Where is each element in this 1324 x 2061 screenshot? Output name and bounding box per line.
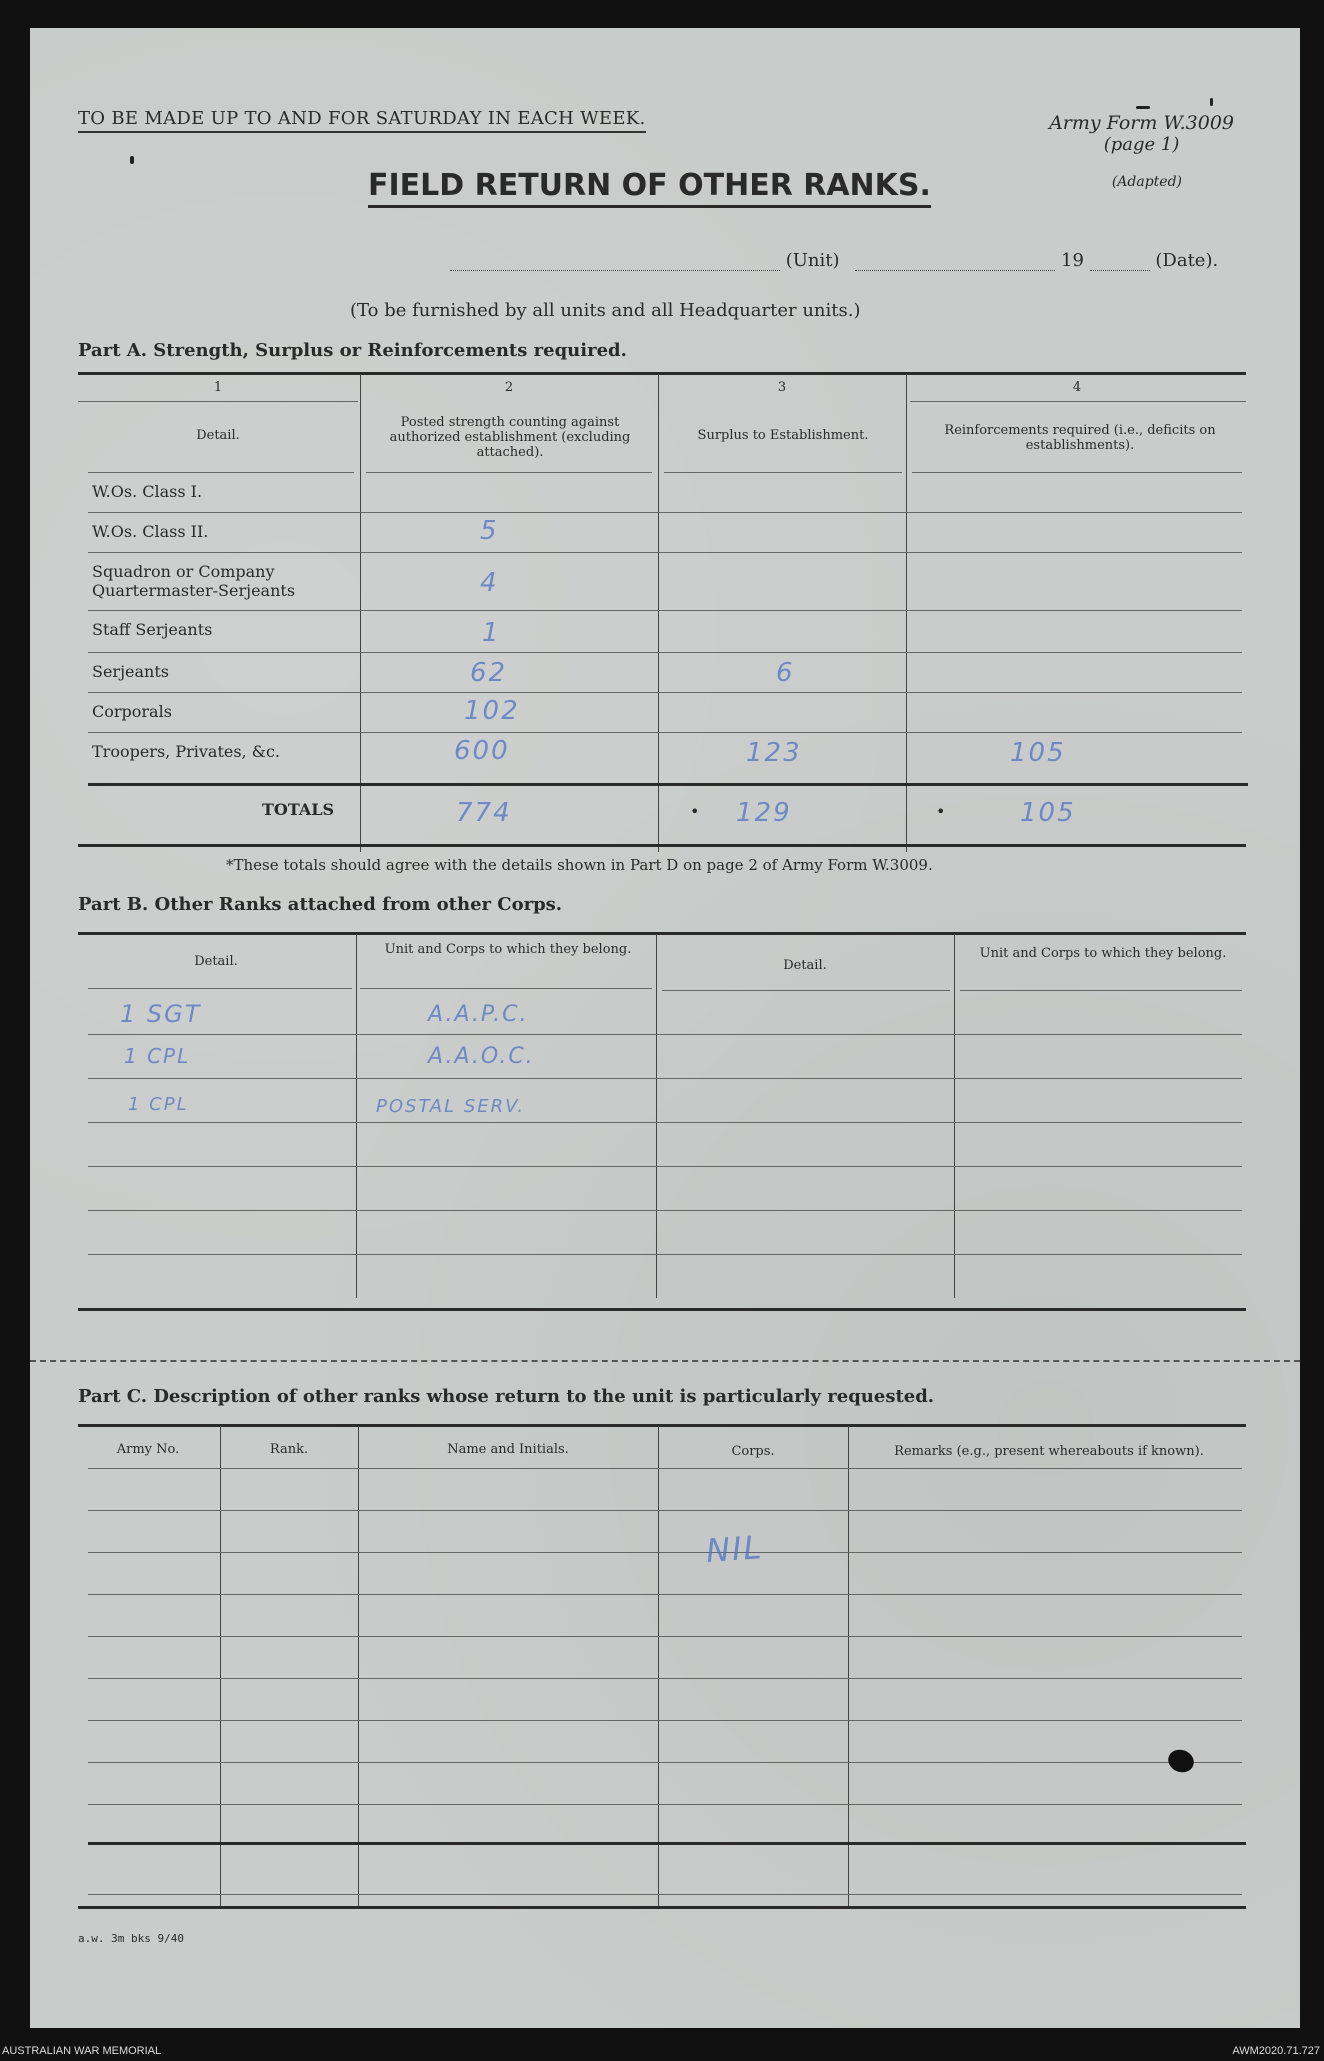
totals-footnote: *These totals should agree with the details shown in Part D on page 2 of Army Form W.3009. <box>226 856 933 874</box>
form-paper <box>30 28 1300 2028</box>
col-header-surplus: Surplus to Establishment. <box>697 428 869 443</box>
punched-hole <box>1165 1746 1197 1776</box>
rule <box>88 472 354 473</box>
rule <box>78 401 358 402</box>
col-number-2: 2 <box>504 380 514 395</box>
totals-label: TOTALS <box>262 800 335 819</box>
part-a-heading: Part A. Strength, Surplus or Reinforcements required. <box>78 340 627 361</box>
date-field[interactable] <box>855 253 1055 271</box>
rule <box>664 472 902 473</box>
rule <box>366 472 652 473</box>
col-number-3: 3 <box>777 380 787 395</box>
part-a-col-divider <box>360 374 361 852</box>
paper-speck <box>1210 98 1213 106</box>
part-c-col-divider <box>658 1426 659 1906</box>
rule <box>88 1720 1242 1721</box>
rule <box>88 512 1242 513</box>
weekly-instruction: TO BE MADE UP TO AND FOR SATURDAY IN EACH WEEK. <box>78 108 646 133</box>
part-b-header-unit-right: Unit and Corps to which they belong. <box>979 946 1227 961</box>
rule <box>912 472 1242 473</box>
part-b-header-detail-left: Detail. <box>194 954 238 969</box>
row-label-cpl: Corporals <box>92 702 172 721</box>
part-c-header-corps: Corps. <box>731 1444 775 1459</box>
part-a-top-rule <box>78 372 1246 375</box>
part-b-unit-2: A.A.O.C. <box>428 1044 535 1069</box>
col-header-detail: Detail. <box>196 428 240 443</box>
part-b-top-rule <box>78 932 1246 935</box>
rule <box>88 1552 1242 1553</box>
row-label-wo2: W.Os. Class II. <box>92 522 209 541</box>
part-b-col-divider <box>656 934 657 1298</box>
part-b-detail-1: 1 SGT <box>120 1000 202 1028</box>
unit-field[interactable] <box>450 253 780 271</box>
part-c-header-name: Name and Initials. <box>447 1442 569 1457</box>
printer-mark: a.w. 3m bks 9/40 <box>78 1932 184 1945</box>
part-b-header-unit-left: Unit and Corps to which they belong. <box>384 942 632 957</box>
col-number-1: 1 <box>213 380 223 395</box>
year-prefix: 19 <box>1061 250 1084 271</box>
part-a-col-divider <box>658 374 659 852</box>
rule <box>88 732 1242 733</box>
rule <box>88 1594 1242 1595</box>
paper-speck <box>1136 106 1150 109</box>
part-b-detail-2: 1 CPL <box>124 1044 191 1068</box>
form-title: FIELD RETURN OF OTHER RANKS. <box>368 168 931 208</box>
part-c-nil-entry: NIL <box>704 1528 765 1570</box>
rule <box>88 1122 1242 1123</box>
rule <box>88 1210 1242 1211</box>
totals-top-rule <box>88 783 1248 786</box>
part-c-col-divider <box>848 1426 849 1906</box>
year-field[interactable] <box>1090 253 1150 271</box>
col-header-reinforcements: Reinforcements required (i.e., deficits on establishments). <box>944 423 1216 453</box>
part-a-bottom-rule <box>78 844 1246 847</box>
row-label-cqms <box>92 562 352 600</box>
rule <box>88 652 1242 653</box>
total-reinf: 105 <box>1020 798 1076 828</box>
asterisk-surplus: • <box>690 802 700 821</box>
posted-cpl: 102 <box>464 696 520 726</box>
posted-wo2: 5 <box>480 516 499 546</box>
part-b-detail-3: 1 CPL <box>128 1094 189 1115</box>
rule <box>88 1078 1242 1079</box>
part-c-heading: Part C. Description of other ranks whose return to the unit is particularly requested. <box>78 1386 935 1407</box>
rule <box>88 1034 1242 1035</box>
form-number <box>1049 112 1234 155</box>
unit-date-line <box>450 250 1218 271</box>
part-c-header-remarks: Remarks (e.g., present whereabouts if known). <box>894 1444 1204 1459</box>
rule <box>88 1636 1242 1637</box>
row-label-cqms-text: Squadron or Company Quartermaster-Serjeants <box>92 562 296 600</box>
rule <box>88 1510 1242 1511</box>
row-label-wo1: W.Os. Class I. <box>92 482 203 501</box>
part-b-header-detail-right: Detail. <box>783 958 827 973</box>
rule <box>88 988 352 989</box>
rule <box>88 610 1242 611</box>
rule <box>360 988 652 989</box>
reinf-troopers: 105 <box>1010 738 1066 768</box>
perforation-line <box>30 1360 1300 1362</box>
part-b-bottom-rule <box>78 1308 1246 1311</box>
posted-sgt: 62 <box>470 658 508 688</box>
part-b-unit-3: POSTAL SERV. <box>376 1096 526 1117</box>
rule <box>910 401 1246 402</box>
total-posted: 774 <box>456 798 512 828</box>
rule <box>88 1804 1242 1805</box>
rule <box>88 552 1242 553</box>
row-label-staff-sgt: Staff Serjeants <box>92 620 213 639</box>
surplus-troopers: 123 <box>746 738 802 768</box>
furnished-note: (To be furnished by all units and all Headquarter units.) <box>350 300 861 321</box>
part-c-col-divider <box>220 1426 221 1906</box>
form-number-text: Army Form W.3009 <box>1049 112 1234 134</box>
archive-reference: AWM2020.71.727 <box>1232 2045 1320 2057</box>
date-label: (Date). <box>1155 250 1219 271</box>
part-b-heading: Part B. Other Ranks attached from other Corps. <box>78 894 563 915</box>
rule <box>960 990 1242 991</box>
part-c-bottom-rule <box>78 1906 1246 1909</box>
rule <box>662 990 950 991</box>
rule <box>88 692 1242 693</box>
part-a-col-divider <box>906 374 907 852</box>
part-c-col-divider <box>358 1426 359 1906</box>
rule <box>88 1678 1242 1679</box>
rule <box>88 1468 1242 1469</box>
unit-label: (Unit) <box>785 250 840 271</box>
posted-cqms: 4 <box>480 568 499 598</box>
page-number: (page 1) <box>1103 134 1180 155</box>
part-b-unit-1: A.A.P.C. <box>428 1002 529 1027</box>
row-label-troopers: Troopers, Privates, &c. <box>92 742 281 761</box>
asterisk-reinf: • <box>936 802 946 821</box>
rule <box>88 1166 1242 1167</box>
col-number-4: 4 <box>1072 380 1082 395</box>
surplus-sgt: 6 <box>776 658 795 688</box>
part-b-col-divider <box>954 934 955 1298</box>
part-c-top-rule <box>78 1424 1246 1427</box>
col-header-posted: Posted strength counting against authorized establishment (excluding attached). <box>389 415 631 460</box>
part-c-header-rank: Rank. <box>269 1442 309 1457</box>
part-c-total-rule <box>88 1842 1246 1845</box>
adapted-label: (Adapted) <box>1111 174 1182 190</box>
rule <box>88 1762 1242 1763</box>
row-label-sgt: Serjeants <box>92 662 169 681</box>
rule <box>88 1254 1242 1255</box>
archive-credit: AUSTRALIAN WAR MEMORIAL <box>2 2045 162 2057</box>
part-b-col-divider <box>356 934 357 1298</box>
part-c-header-army-no: Army No. <box>116 1442 180 1457</box>
total-surplus: 129 <box>736 798 792 828</box>
paper-speck <box>130 156 134 164</box>
rule <box>88 1894 1242 1895</box>
posted-troopers: 600 <box>454 736 510 766</box>
posted-staff-sgt: 1 <box>482 618 501 648</box>
